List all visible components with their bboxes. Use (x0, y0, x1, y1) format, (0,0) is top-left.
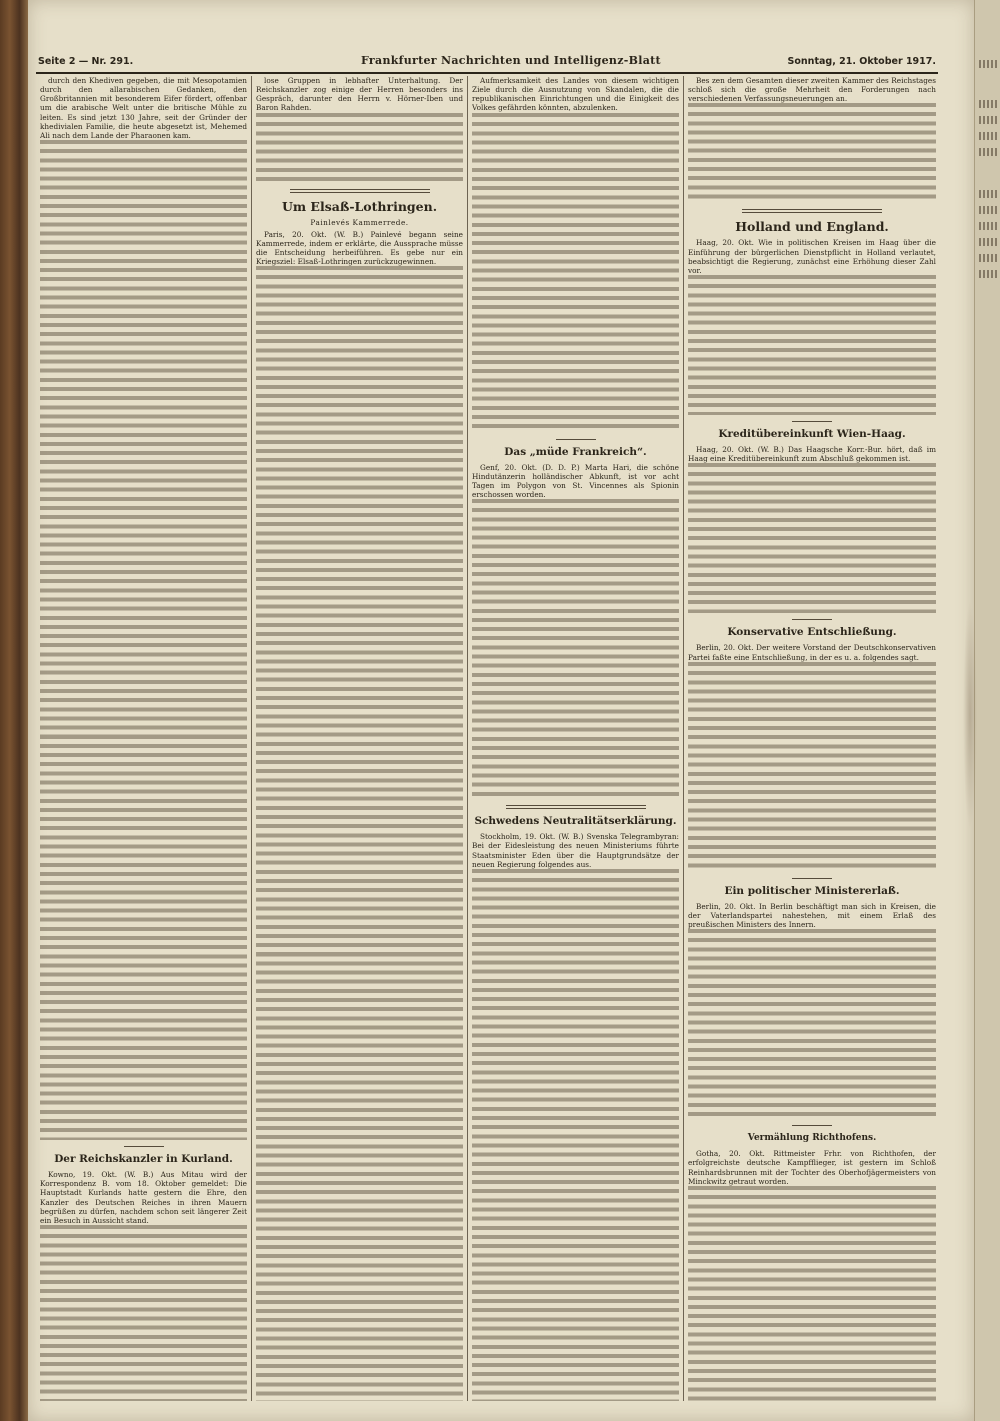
next-page-edge (974, 0, 1000, 1421)
article-text: lose Gruppen in lebhafter Unterhaltung. Der Reichskanzler zog einige der Herren besonders ins Gespräch, darunter den Herrn v. Hörner-Iben und Baron Rahden. (256, 76, 463, 113)
page-header (36, 52, 936, 70)
article-subheadline: Painlevés Kammerrede. (310, 217, 409, 227)
article-text: Genf, 20. Okt. (D. D. P.) Marta Hari, die schöne Hindutänzerin holländischer Abkunft, ist vor acht Tagen im Polygon von St. Vincennes als Spionin erschossen worden. (472, 462, 679, 500)
divider (792, 878, 832, 879)
article-text-block (40, 1225, 247, 1401)
article-headline: Das „müde Frankreich“. (504, 445, 647, 458)
article-headline: Ein politischer Ministererlaß. (724, 884, 900, 897)
divider (792, 1125, 832, 1126)
article-text-block (256, 113, 463, 183)
page-number: Seite 2 — Nr. 291. (38, 56, 134, 67)
column-rule (467, 76, 468, 1401)
article-text-block (256, 266, 463, 1401)
article-text-block (688, 1186, 936, 1401)
article-text-block (40, 140, 247, 1140)
divider (124, 1146, 164, 1147)
article-text-block (472, 869, 679, 1401)
article-text-block (688, 662, 936, 872)
article-text: Paris, 20. Okt. (W. B.) Painlevé begann seine Kammerrede, indem er erklärte, die Aussprache müsse die Entscheidung herbeiführen. Es gebe nur ein Kriegsziel: Elsaß-Lothringen zurückzugewinnen. (256, 229, 463, 267)
article-text-block (688, 275, 936, 415)
divider (742, 209, 882, 213)
article-text: Berlin, 20. Okt. In Berlin beschäftigt man sich in Kreisen, die der Vaterlandspartei nahestehen, mit einem Erlaß des preußischen Ministers des Innern. (688, 901, 936, 930)
column-4 (688, 76, 936, 1401)
article-headline: Der Reichskanzler in Kurland. (54, 1153, 233, 1166)
article-text-block (688, 463, 936, 613)
article-text-block (688, 929, 936, 1119)
article-text: Stockholm, 19. Okt. (W. B.) Svenska Telegrambyran: Bei der Eidesleistung des neuen Ministeriums führte Staatsminister Eden über die Hauptgrundsätze der neuen Regierung folgendes aus. (472, 832, 679, 869)
paper-damage (963, 600, 977, 830)
divider (556, 439, 596, 440)
article-headline: Kreditübereinkunft Wien-Haag. (718, 428, 906, 441)
article-headline: Schwedens Neutralitätserklärung. (474, 815, 677, 828)
article-text: Aufmerksamkeit des Landes von diesem wichtigen Ziele durch die Ausnutzung von Skandalen, die die republikanischen Einrichtungen und die Einigkeit des Volkes gefährden könnten, abzulenken. (472, 76, 679, 113)
book-binding (0, 0, 28, 1421)
article-text-block (472, 499, 679, 799)
article-text: Kowno, 19. Okt. (W. B.) Aus Mitau wird der Korrespondenz B. vom 18. Oktober gemeldet: Die Hauptstadt Kurlands hatte gestern die Ehre, den Kanzler des Deutschen Reiches in ihren Mauern begrüßen zu dürfen, nachdem schon seit längerer Zeit ein Besuch in Aussicht stand. (40, 1170, 247, 1225)
divider (792, 421, 832, 422)
article-text: Haag, 20. Okt. (W. B.) Das Haagsche Korr.-Bur. hört, daß im Haag eine Kreditübereinkunft zum Abschluß gekommen ist. (688, 445, 936, 464)
divider (792, 619, 832, 620)
issue-date: Sonntag, 21. Oktober 1917. (787, 56, 936, 67)
article-headline: Vermählung Richthofens. (747, 1133, 877, 1144)
article-text-block (688, 103, 936, 203)
header-rule (36, 72, 938, 74)
article-headline: Holland und England. (735, 219, 889, 235)
article-text: Berlin, 20. Okt. Der weitere Vorstand der Deutschkonservativen Partei faßte eine Entschließung, in der es u. a. folgendes sagt. (688, 643, 936, 662)
article-text: Bes zen dem Gesamten dieser zweiten Kammer des Reichstages schloß sich die große Mehrheit den Forderungen nach verschiedenen Verfassungsneuerungen an. (688, 76, 936, 104)
divider (290, 189, 430, 193)
article-headline: Um Elsaß-Lothringen. (281, 198, 438, 214)
article-text: durch den Khediven gegeben, die mit Mesopotamien durch den allarabischen Gedanken, den Großbritannien mit besonderem Eifer fördert, offenbar um die arabische Welt unter die britische Mühle zu leiten. Es sind jetzt 130 Jahre, seit der Gründer der khedivialen Familie, die heute abgesetzt ist, Mehemed Ali nach dem Lande der Pharaonen kam. (40, 76, 247, 140)
article-headline: Konservative Entschließung. (727, 626, 897, 639)
article-text-block (472, 113, 679, 433)
column-2 (256, 76, 463, 1401)
masthead-title: Frankfurter Nachrichten und Intelligenz-Blatt (361, 54, 661, 67)
column-1 (40, 76, 247, 1401)
article-text: Gotha, 20. Okt. Rittmeister Frhr. von Richthofen, der erfolgreichste deutsche Kampfflieger, ist gestern im Schloß Reinhardsbrunnen mit der Tochter des Oberhofjägermeisters von Minckwitz getraut worden. (688, 1149, 936, 1186)
column-rule (683, 76, 684, 1401)
column-3 (472, 76, 679, 1401)
article-text: Haag, 20. Okt. Wie in politischen Kreisen im Haag über die Einführung der bürgerlichen Dienstpflicht in Holland verlautet, beabsichtigt die Regierung, zunächst eine Erhöhung dieser Zahl vor. (688, 238, 936, 275)
divider (506, 805, 646, 809)
column-rule (251, 76, 252, 1401)
